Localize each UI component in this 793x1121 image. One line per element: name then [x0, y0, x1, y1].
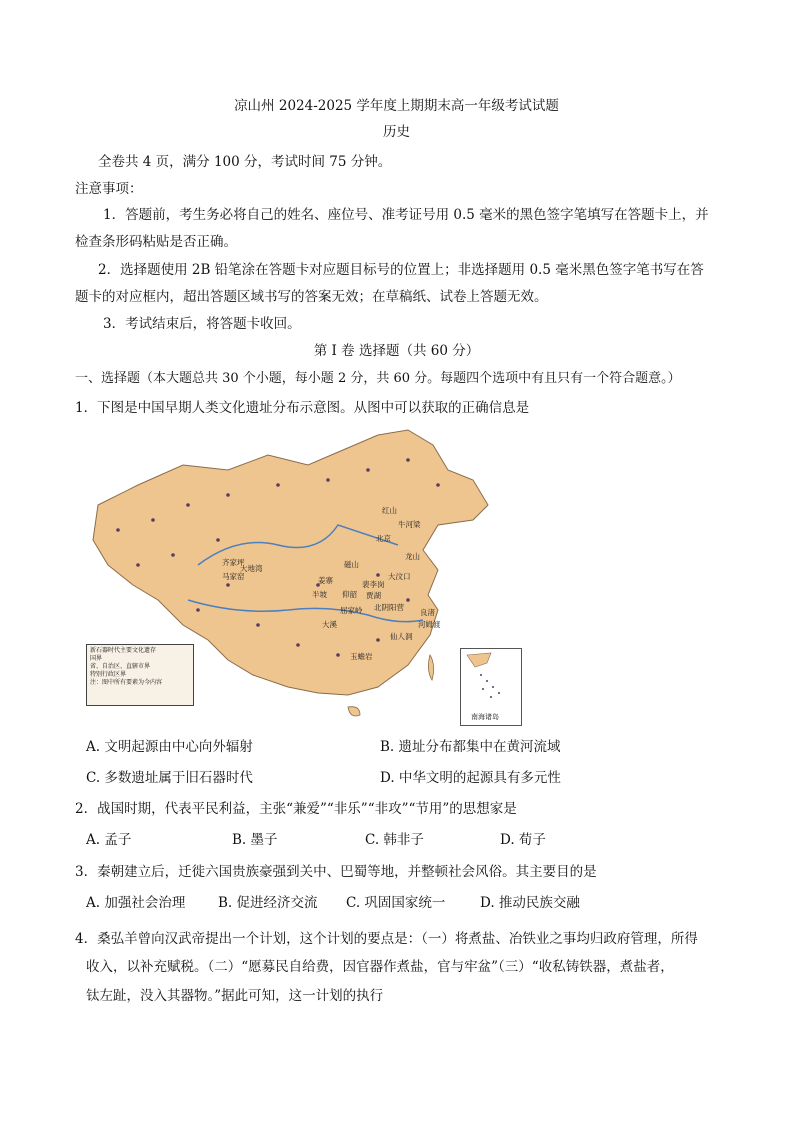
q1-option-b: B. 遗址分布都集中在黄河流域	[380, 739, 561, 755]
hainan-island	[348, 707, 360, 716]
q2-option-d: D. 荀子	[500, 832, 546, 848]
note-2-line-1: 2．选择题使用 2B 铅笔涂在答题卡对应题目标号的位置上；非选择题用 0.5 毫米黑色签字笔书写在答	[98, 262, 704, 278]
legend-item: 国界	[90, 655, 103, 662]
q3-option-d: D. 推动民族交融	[480, 895, 580, 911]
question-4-stem-line-1: 4．桑弘羊曾向汉武帝提出一个计划，这个计划的要点是：（一）将煮盐、冶铁业之事均归政府管理，所得	[75, 931, 698, 947]
q2-option-c: C. 韩非子	[365, 832, 424, 848]
question-1-stem: 1．下图是中国早期人类文化遗址分布示意图。从图中可以获取的正确信息是	[75, 400, 530, 416]
site-label: 良渚	[420, 608, 435, 617]
site-label: 牛河梁	[398, 520, 421, 529]
site-label: 红山	[382, 506, 397, 515]
site-label: 齐家坪	[222, 558, 245, 567]
q3-option-c: C. 巩固国家统一	[346, 895, 446, 911]
legend-item: 特别行政区界	[90, 671, 127, 678]
site-label: 裴李岗	[362, 580, 385, 589]
note-1-line-1: 1．答题前，考生务必将自己的姓名、座位号、准考证号用 0.5 毫米的黑色签字笔填写在答题卡上，并	[103, 207, 709, 223]
note-1-line-2: 检查条形码粘贴是否正确。	[75, 234, 237, 250]
site-label: 大地湾	[240, 564, 263, 573]
site-label: 龙山	[405, 552, 420, 561]
exam-info: 全卷共 4 页，满分 100 分，考试时间 75 分钟。	[98, 154, 392, 170]
site-label: 北阴阳营	[374, 603, 404, 612]
question-4-stem-line-2: 收入，以补充赋税。（二）“愿募民自给费，因官器作煮盐，官与牢盆”（三）“收私铸铁器，煮盐者，	[86, 959, 674, 975]
site-label: 屈家岭	[340, 606, 363, 615]
notice-title: 注意事项：	[75, 181, 143, 197]
site-label: 马家窑	[222, 572, 245, 581]
site-label: 半坡	[312, 590, 327, 599]
inset-islands	[461, 649, 521, 709]
note-3: 3．考试结束后，将答题卡收回。	[103, 316, 301, 332]
q1-option-a: A. 文明起源由中心向外辐射	[86, 739, 253, 755]
legend-item: 注：图中所有要素为今内容	[90, 679, 163, 686]
question-2-stem: 2．战国时期，代表平民利益，主张“兼爱”“非乐”“非攻”“节用”的思想家是	[75, 801, 517, 817]
section-instruction: 一、选择题（本大题总共 30 个小题，每小题 2 分，共 60 分。每题四个选项中有且只有一个符合题意。）	[75, 371, 681, 386]
legend-item: 省、自治区、直辖市界	[90, 663, 151, 670]
map-legend	[86, 644, 194, 706]
taiwan-island	[428, 655, 433, 680]
inset-label: 南海诸岛	[471, 713, 499, 721]
legend-item: 新石器时代主要文化遗存	[90, 647, 157, 654]
south-china-sea-inset	[460, 648, 522, 726]
q1-option-d: D. 中华文明的起源具有多元性	[380, 770, 561, 786]
note-2-line-2: 题卡的对应框内，超出答题区域书写的答案无效；在草稿纸、试卷上答题无效。	[75, 289, 548, 305]
section-title: 第 I 卷 选择题（共 60 分）	[313, 343, 480, 359]
q1-option-c: C. 多数遗址属于旧石器时代	[86, 770, 253, 786]
site-label: 贾湖	[366, 591, 381, 600]
site-label: 磁山	[344, 560, 359, 569]
q2-option-a: A. 孟子	[86, 832, 132, 848]
q2-option-b: B. 墨子	[232, 832, 278, 848]
q3-option-b: B. 促进经济交流	[218, 895, 318, 911]
question-3-stem: 3．秦朝建立后，迁徙六国贵族豪强到关中、巴蜀等地，并整顿社会风俗。其主要目的是	[75, 864, 597, 880]
site-label: 仰韶	[342, 590, 357, 599]
site-label: 河姆渡	[418, 620, 441, 629]
site-label: 大溪	[322, 620, 337, 629]
site-label: 姜寨	[318, 576, 333, 585]
q3-option-a: A. 加强社会治理	[86, 895, 186, 911]
site-label: 仙人洞	[390, 632, 413, 641]
site-label: 大汶口	[388, 572, 411, 581]
exam-subject: 历史	[383, 124, 410, 140]
site-label: 北京	[376, 534, 391, 543]
question-4-stem-line-3: 钛左趾，没入其器物。”据此可知，这一计划的执行	[86, 988, 384, 1004]
site-label: 玉蟾岩	[350, 652, 373, 661]
exam-title: 凉山州 2024-2025 学年度上期期末高一年级考试试题	[234, 98, 559, 114]
